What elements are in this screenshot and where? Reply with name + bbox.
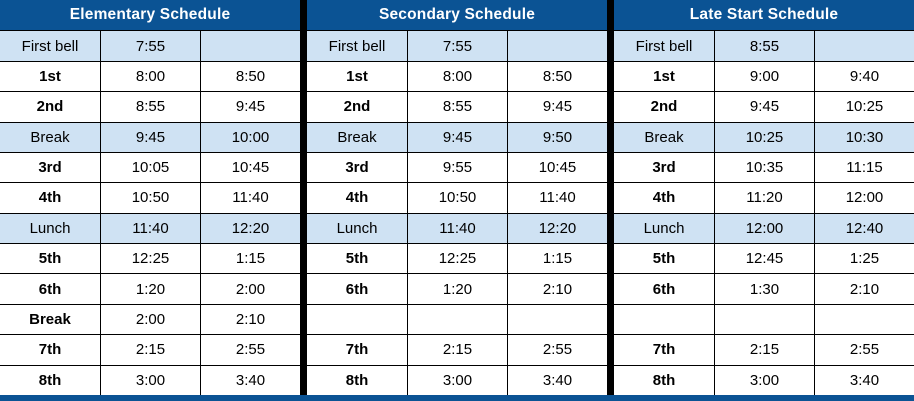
start-time-cell: 8:55 — [714, 31, 814, 60]
table-row — [0, 365, 300, 395]
start-time-cell: 7:55 — [407, 31, 507, 60]
end-time-cell: 1:15 — [200, 244, 300, 273]
end-time-cell: 10:30 — [814, 123, 914, 152]
start-time-cell: 9:00 — [714, 62, 814, 91]
end-time-cell: 9:45 — [200, 92, 300, 121]
table-row — [307, 91, 607, 121]
period-label-cell: 3rd — [345, 159, 369, 177]
table-row — [614, 30, 914, 60]
start-time-cell: 8:00 — [100, 62, 200, 91]
table-row — [307, 273, 607, 303]
start-time-cell: 10:25 — [714, 123, 814, 152]
end-time-cell: 12:00 — [814, 183, 914, 212]
start-time-cell: 11:40 — [407, 214, 507, 243]
period-label-cell: 5th — [38, 250, 62, 268]
end-time-cell: 10:25 — [814, 92, 914, 121]
start-time-cell: 3:00 — [100, 366, 200, 395]
start-time-cell: 8:55 — [100, 92, 200, 121]
table-title: Elementary Schedule — [0, 0, 300, 30]
schedule-table — [307, 0, 607, 395]
table-row — [614, 273, 914, 303]
end-time-cell: 2:55 — [507, 335, 607, 364]
table-row — [614, 243, 914, 273]
start-time-cell: 8:55 — [407, 92, 507, 121]
start-time-cell: 10:35 — [714, 153, 814, 182]
table-row — [0, 122, 300, 152]
end-time-cell: 1:25 — [814, 244, 914, 273]
start-time-cell: 12:45 — [714, 244, 814, 273]
table-row — [614, 304, 914, 334]
period-label-cell: Lunch — [336, 219, 378, 237]
period-label-cell — [307, 305, 407, 334]
end-time-cell: 2:10 — [200, 305, 300, 334]
period-label-cell: Lunch — [643, 219, 685, 237]
period-label-cell: Lunch — [29, 219, 71, 237]
period-label-cell: 5th — [345, 250, 369, 268]
end-time-cell: 3:40 — [814, 366, 914, 395]
period-label-cell: 3rd — [38, 159, 62, 177]
period-label-cell: 4th — [345, 189, 369, 207]
end-time-cell: 10:00 — [200, 123, 300, 152]
end-time-cell: 10:45 — [200, 153, 300, 182]
end-time-cell: 9:40 — [814, 62, 914, 91]
end-time-cell: 1:15 — [507, 244, 607, 273]
table-row — [614, 213, 914, 243]
table-row — [307, 334, 607, 364]
start-time-cell: 9:45 — [100, 123, 200, 152]
table-row — [614, 334, 914, 364]
period-label-cell: Break — [29, 311, 71, 329]
period-label-cell: 8th — [652, 371, 676, 389]
end-time-cell: 2:55 — [200, 335, 300, 364]
end-time-cell: 9:45 — [507, 92, 607, 121]
period-label-cell: 1st — [653, 67, 675, 85]
table-row — [0, 304, 300, 334]
end-time-cell — [814, 305, 914, 334]
period-label-cell: First bell — [635, 37, 693, 55]
period-label-cell: 2nd — [650, 98, 678, 116]
start-time-cell — [407, 305, 507, 334]
start-time-cell: 2:15 — [714, 335, 814, 364]
start-time-cell: 1:30 — [714, 274, 814, 303]
end-time-cell — [507, 305, 607, 334]
end-time-cell: 11:15 — [814, 153, 914, 182]
end-time-cell: 12:40 — [814, 214, 914, 243]
period-label-cell: 7th — [38, 341, 62, 359]
period-label-cell: 4th — [38, 189, 62, 207]
table-row — [307, 213, 607, 243]
table-row — [307, 61, 607, 91]
start-time-cell: 3:00 — [714, 366, 814, 395]
table-row — [0, 30, 300, 60]
start-time-cell: 12:25 — [407, 244, 507, 273]
start-time-cell: 7:55 — [100, 31, 200, 60]
table-row — [307, 182, 607, 212]
end-time-cell — [814, 31, 914, 60]
start-time-cell: 2:00 — [100, 305, 200, 334]
schedule-table — [614, 0, 914, 395]
period-label-cell: Break — [644, 128, 684, 146]
end-time-cell: 8:50 — [507, 62, 607, 91]
table-title: Late Start Schedule — [614, 0, 914, 30]
period-label-cell: 3rd — [652, 159, 676, 177]
start-time-cell: 8:00 — [407, 62, 507, 91]
period-label-cell: First bell — [21, 37, 79, 55]
table-row — [614, 365, 914, 395]
period-label-cell: 6th — [345, 280, 369, 298]
bottom-accent-bar — [0, 395, 914, 401]
start-time-cell: 9:45 — [714, 92, 814, 121]
period-label-cell: 2nd — [36, 98, 64, 116]
period-label-cell: 1st — [39, 67, 61, 85]
start-time-cell: 2:15 — [407, 335, 507, 364]
period-label-cell: 8th — [38, 371, 62, 389]
table-row — [614, 152, 914, 182]
table-row — [0, 152, 300, 182]
period-label-cell: 5th — [652, 250, 676, 268]
start-time-cell: 10:50 — [407, 183, 507, 212]
start-time-cell: 11:20 — [714, 183, 814, 212]
end-time-cell — [507, 31, 607, 60]
end-time-cell: 11:40 — [507, 183, 607, 212]
table-row — [307, 122, 607, 152]
period-label-cell: 8th — [345, 371, 369, 389]
start-time-cell: 9:45 — [407, 123, 507, 152]
end-time-cell: 12:20 — [507, 214, 607, 243]
start-time-cell: 12:25 — [100, 244, 200, 273]
end-time-cell: 10:45 — [507, 153, 607, 182]
period-label-cell: 6th — [652, 280, 676, 298]
table-row — [0, 61, 300, 91]
table-title: Secondary Schedule — [307, 0, 607, 30]
end-time-cell: 2:10 — [814, 274, 914, 303]
end-time-cell — [200, 31, 300, 60]
schedule-table — [0, 0, 300, 395]
start-time-cell: 1:20 — [407, 274, 507, 303]
start-time-cell: 9:55 — [407, 153, 507, 182]
table-row — [307, 30, 607, 60]
end-time-cell: 11:40 — [200, 183, 300, 212]
end-time-cell: 2:00 — [200, 274, 300, 303]
table-row — [307, 243, 607, 273]
table-row — [0, 91, 300, 121]
period-label-cell: Break — [30, 128, 70, 146]
start-time-cell — [714, 305, 814, 334]
start-time-cell: 1:20 — [100, 274, 200, 303]
end-time-cell: 8:50 — [200, 62, 300, 91]
table-row — [614, 182, 914, 212]
table-row — [307, 365, 607, 395]
table-row — [0, 213, 300, 243]
period-label-cell: 4th — [652, 189, 676, 207]
table-row — [614, 61, 914, 91]
end-time-cell: 2:10 — [507, 274, 607, 303]
table-row — [0, 243, 300, 273]
table-row — [0, 334, 300, 364]
period-label-cell: First bell — [328, 37, 386, 55]
table-row — [0, 273, 300, 303]
period-label-cell: Break — [337, 128, 377, 146]
table-row — [614, 91, 914, 121]
start-time-cell: 10:05 — [100, 153, 200, 182]
end-time-cell: 3:40 — [200, 366, 300, 395]
start-time-cell: 12:00 — [714, 214, 814, 243]
table-row — [0, 182, 300, 212]
start-time-cell: 10:50 — [100, 183, 200, 212]
period-label-cell: 6th — [38, 280, 62, 298]
period-label-cell: 7th — [652, 341, 676, 359]
start-time-cell: 11:40 — [100, 214, 200, 243]
period-label-cell: 1st — [346, 67, 368, 85]
period-label-cell: 2nd — [343, 98, 371, 116]
table-row — [614, 122, 914, 152]
table-row — [307, 304, 607, 334]
end-time-cell: 12:20 — [200, 214, 300, 243]
end-time-cell: 2:55 — [814, 335, 914, 364]
end-time-cell: 3:40 — [507, 366, 607, 395]
period-label-cell: 7th — [345, 341, 369, 359]
start-time-cell: 3:00 — [407, 366, 507, 395]
start-time-cell: 2:15 — [100, 335, 200, 364]
table-row — [307, 152, 607, 182]
end-time-cell: 9:50 — [507, 123, 607, 152]
period-label-cell — [614, 305, 714, 334]
